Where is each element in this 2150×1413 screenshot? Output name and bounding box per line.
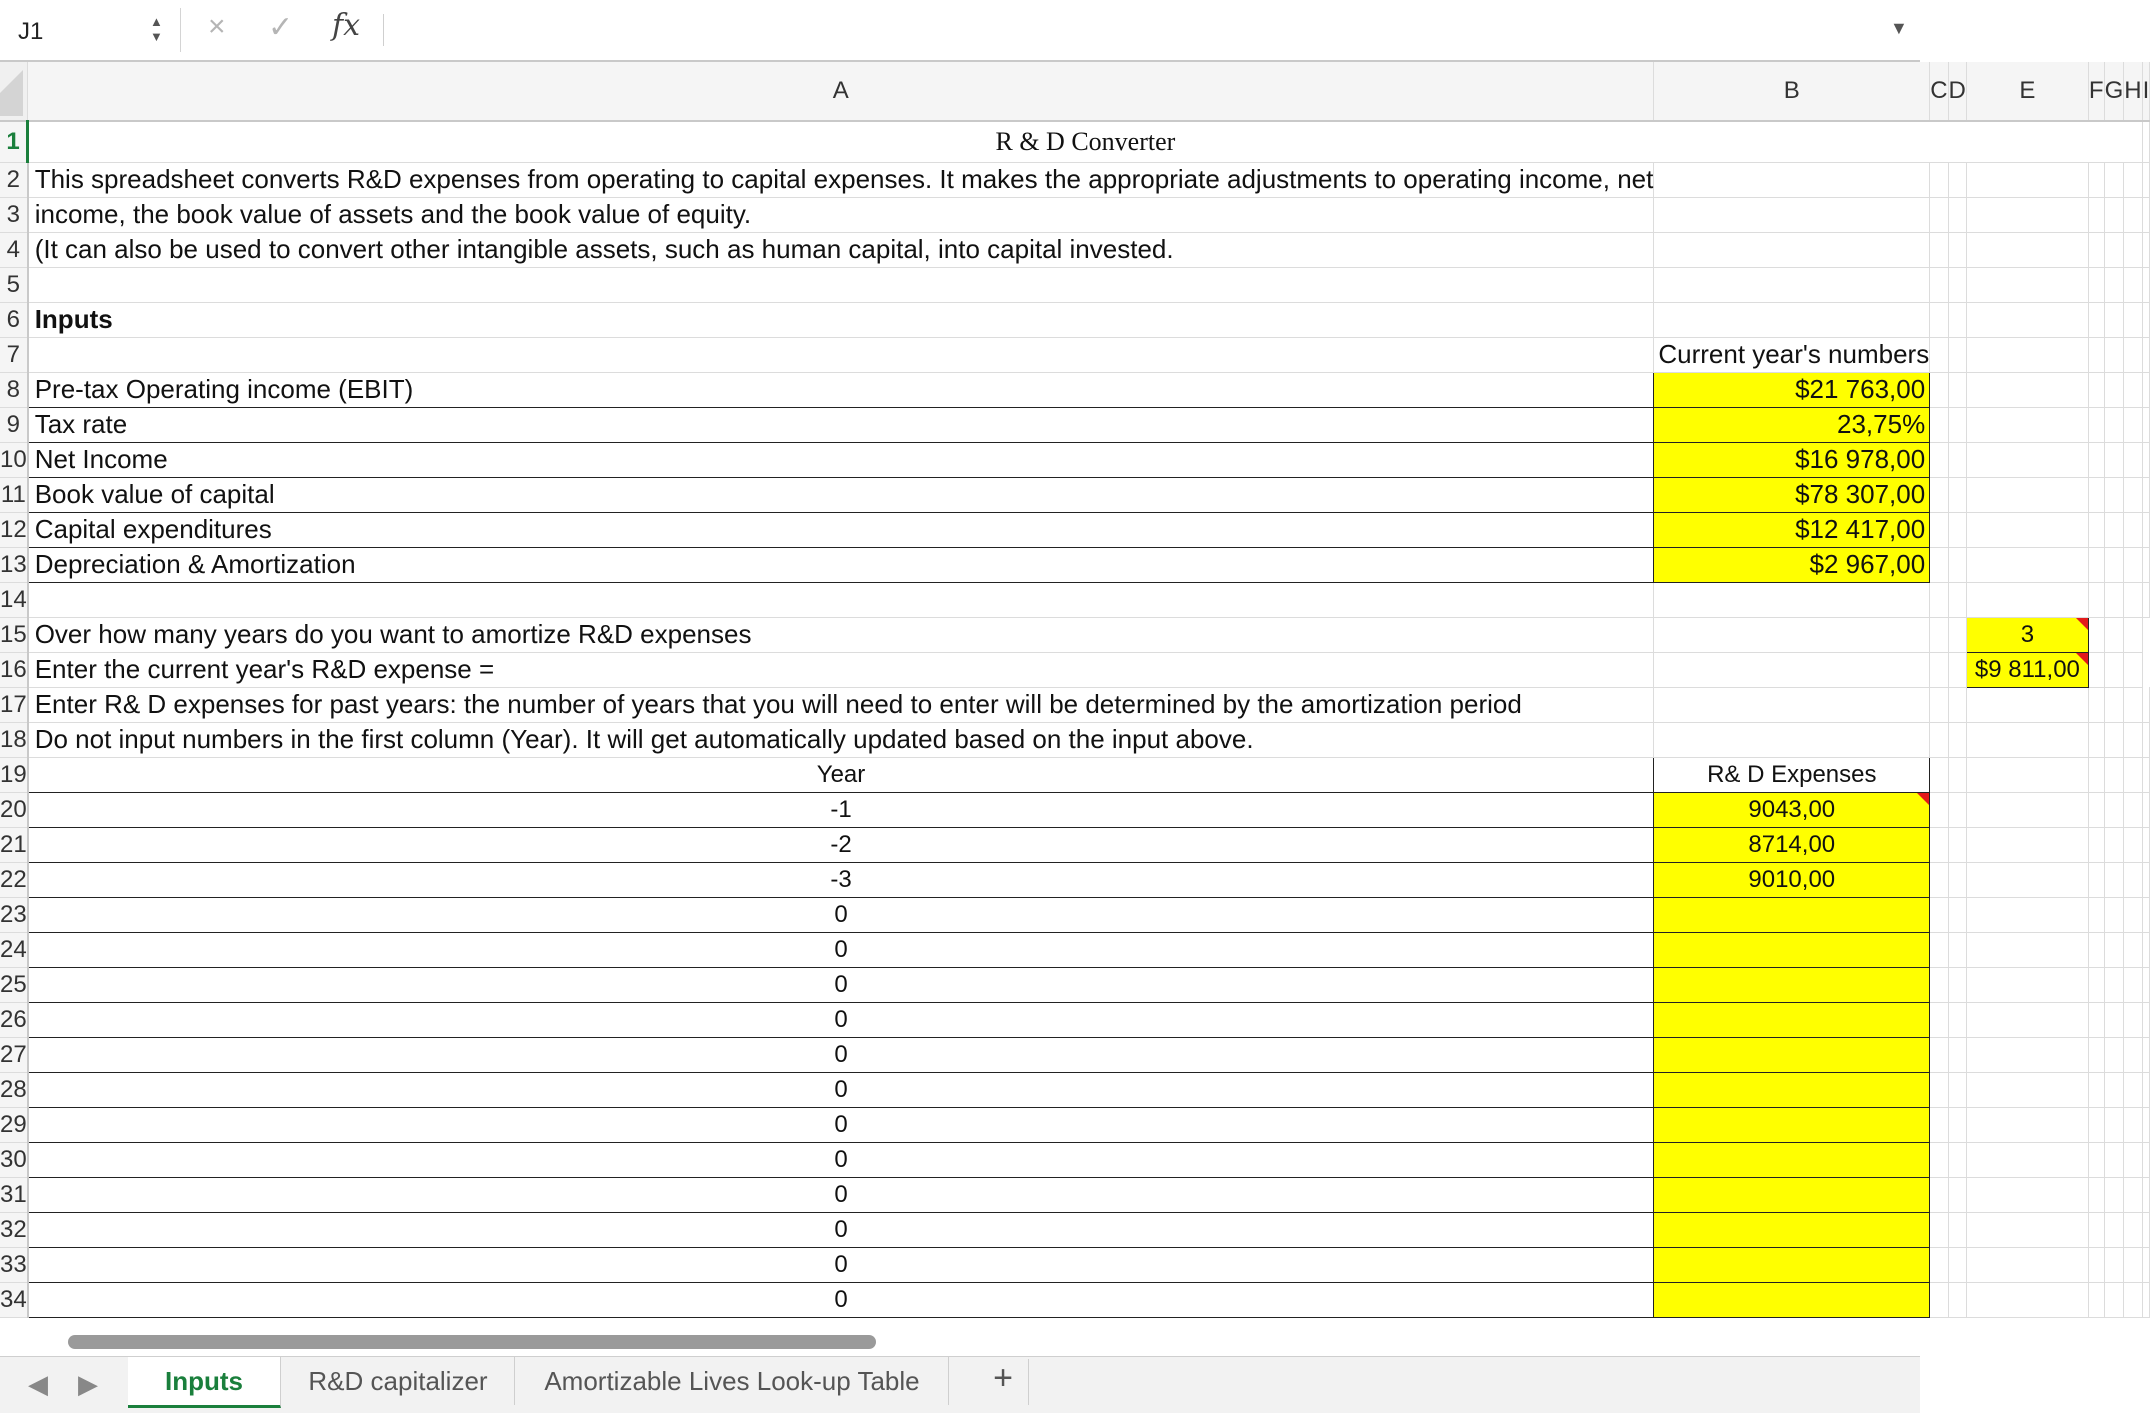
row-header-13[interactable]: 13 — [0, 547, 28, 582]
sheet-row — [0, 121, 2150, 162]
input-label-tax-rate[interactable]: Tax rate — [28, 407, 1654, 442]
sheet-tab-bar — [0, 1356, 1920, 1413]
year-cell[interactable]: 0 — [28, 1002, 1654, 1037]
row-header-10[interactable]: 10 — [0, 442, 28, 477]
sheet-row — [0, 232, 2150, 267]
past-years-instruction: Enter R& D expenses for past years: the number of years that you will need to enter will be determined by the amortization period — [34, 689, 1522, 719]
past-years-instruction-cell[interactable] — [28, 687, 1654, 722]
current-year-header-cell[interactable] — [1654, 337, 1930, 372]
inputs-heading-cell[interactable]: Inputs — [28, 302, 1654, 337]
horizontal-scrollbar[interactable] — [68, 1335, 876, 1349]
year-cell[interactable]: -2 — [28, 827, 1654, 862]
formula-separator — [383, 14, 384, 46]
sheet-row — [0, 337, 2150, 372]
amortize-years-input[interactable]: 3 — [1966, 617, 2088, 652]
current-rd-input[interactable] — [1966, 652, 2088, 687]
sheet-row — [0, 617, 2150, 652]
row-header-29[interactable]: 29 — [0, 1107, 28, 1142]
rd-expenses-header[interactable]: R& D Expenses — [1654, 757, 1930, 792]
row-header-27[interactable]: 27 — [0, 1037, 28, 1072]
row-header-3[interactable]: 3 — [0, 197, 28, 232]
table-row — [0, 932, 2150, 967]
year-cell[interactable]: 0 — [28, 1212, 1654, 1247]
amortize-question: Over how many years do you want to amortize R&D expenses — [34, 619, 752, 649]
row-header-6[interactable]: 6 — [0, 302, 28, 337]
next-sheet-icon[interactable]: ▶ — [78, 1369, 98, 1399]
row-header-12[interactable]: 12 — [0, 512, 28, 547]
row-header-33[interactable]: 33 — [0, 1247, 28, 1282]
current-year-header: Current year's numbers — [1658, 339, 1930, 369]
rd-expense-cell[interactable] — [1654, 1037, 1930, 1072]
intro-text-line1: This spreadsheet converts R&D expenses from operating to capital expenses. It makes the appropriate adjustments to operating income, net — [34, 164, 1654, 194]
rd-expense-cell[interactable]: 9043,00 — [1654, 792, 1930, 827]
sheet-row — [0, 582, 2150, 617]
intro-cell-line2[interactable] — [28, 197, 1654, 232]
formula-expand-icon[interactable]: ▼ — [1890, 18, 1908, 38]
tab-inputs[interactable]: Inputs — [128, 1357, 281, 1408]
input-label-book-value[interactable]: Book value of capital — [28, 477, 1654, 512]
input-label-capex[interactable]: Capital expenditures — [28, 512, 1654, 547]
input-value-book-value[interactable]: $78 307,00 — [1654, 477, 1930, 512]
row-header-1[interactable]: 1 — [0, 121, 28, 162]
name-box-value[interactable]: J1 — [18, 18, 44, 45]
rd-expense-cell[interactable] — [1654, 1282, 1930, 1317]
input-label-ebit[interactable]: Pre-tax Operating income (EBIT) — [28, 372, 1654, 407]
rd-expense-cell[interactable] — [1654, 1072, 1930, 1107]
add-sheet-button[interactable]: + — [978, 1359, 1029, 1405]
input-row — [0, 372, 2150, 407]
current-rd-label: Enter the current year's R&D expense = — [34, 654, 495, 684]
column-header-b[interactable]: B — [1654, 62, 1930, 121]
row-header-21[interactable]: 21 — [0, 827, 28, 862]
formula-bar — [0, 0, 1920, 62]
sheet-row — [0, 302, 2150, 337]
column-header-f[interactable]: F — [2088, 62, 2104, 121]
table-row — [0, 1072, 2150, 1107]
sheet-row — [0, 162, 2150, 197]
amortize-question-cell[interactable] — [28, 617, 1654, 652]
table-row — [0, 1002, 2150, 1037]
row-header-14[interactable]: 14 — [0, 582, 28, 617]
table-row — [0, 967, 2150, 1002]
rd-expense-cell[interactable]: 8714,00 — [1654, 827, 1930, 862]
row-header-24[interactable]: 24 — [0, 932, 28, 967]
column-header-c[interactable]: C — [1930, 62, 1948, 121]
spreadsheet-grid[interactable] — [0, 62, 2150, 1356]
rd-expense-cell[interactable] — [1654, 897, 1930, 932]
row-header-11[interactable]: 11 — [0, 477, 28, 512]
current-rd-value: 9 811,00 — [1988, 655, 2080, 683]
year-cell[interactable]: 0 — [28, 1282, 1654, 1317]
rd-expense-cell[interactable]: 9010,00 — [1654, 862, 1930, 897]
rd-expense-cell[interactable] — [1654, 1212, 1930, 1247]
cancel-icon[interactable]: × — [208, 10, 226, 43]
input-value-tax-rate[interactable]: 23,75% — [1654, 407, 1930, 442]
sheet-row — [0, 652, 2150, 687]
currency-symbol: $ — [1974, 655, 1989, 683]
sheet-row — [0, 687, 2150, 722]
row-header-15[interactable]: 15 — [0, 617, 28, 652]
row-header-18[interactable]: 18 — [0, 722, 28, 757]
intro-text-line2: income, the book value of assets and the book value of equity. — [34, 199, 752, 229]
name-box-stepper-icon[interactable]: ▲ ▼ — [150, 14, 163, 44]
table-row — [0, 827, 2150, 862]
input-row — [0, 547, 2150, 582]
row-header-16[interactable]: 16 — [0, 652, 28, 687]
name-box[interactable] — [0, 8, 181, 52]
year-cell[interactable]: 0 — [28, 1072, 1654, 1107]
tab-rd-capitalizer[interactable]: R&D capitalizer — [282, 1357, 515, 1405]
table-row — [0, 862, 2150, 897]
row-header-28[interactable]: 28 — [0, 1072, 28, 1107]
input-label-net-income[interactable]: Net Income — [28, 442, 1654, 477]
sheet-title-cell[interactable]: R & D Converter — [28, 121, 2142, 162]
intro-cell-line1[interactable] — [28, 162, 1654, 197]
row-header-34[interactable]: 34 — [0, 1282, 28, 1317]
year-cell[interactable]: 0 — [28, 1177, 1654, 1212]
year-cell[interactable]: 0 — [28, 1142, 1654, 1177]
column-header-g[interactable]: G — [2104, 62, 2124, 121]
current-rd-value-wrap — [1967, 656, 2088, 684]
year-cell[interactable]: 0 — [28, 1037, 1654, 1072]
column-header-a[interactable]: A — [28, 62, 1654, 121]
rd-expense-cell[interactable] — [1654, 1002, 1930, 1037]
rd-expense-cell[interactable] — [1654, 1177, 1930, 1212]
table-row — [0, 1107, 2150, 1142]
table-row — [0, 1037, 2150, 1072]
year-cell[interactable]: -3 — [28, 862, 1654, 897]
sheet-row — [0, 722, 2150, 757]
table-row — [0, 1142, 2150, 1177]
row-header-30[interactable]: 30 — [0, 1142, 28, 1177]
table-row — [0, 1247, 2150, 1282]
table-row — [0, 897, 2150, 932]
year-cell[interactable]: 0 — [28, 1247, 1654, 1282]
row-header-26[interactable]: 26 — [0, 1002, 28, 1037]
row-header-2[interactable]: 2 — [0, 162, 28, 197]
table-row — [0, 792, 2150, 827]
select-all-corner[interactable] — [0, 62, 28, 121]
column-header-h[interactable]: H — [2124, 62, 2142, 121]
row-header-20[interactable]: 20 — [0, 792, 28, 827]
column-header-row — [0, 62, 2150, 121]
year-cell[interactable]: -1 — [28, 792, 1654, 827]
intro-cell-line3[interactable] — [28, 232, 1654, 267]
year-cell[interactable]: 0 — [28, 932, 1654, 967]
year-cell[interactable]: 0 — [28, 967, 1654, 1002]
column-header-d[interactable]: D — [1948, 62, 1966, 121]
year-column-note: Do not input numbers in the first column (Year). It will get automatically updated based on the input above. — [34, 724, 1254, 754]
row-header-5[interactable]: 5 — [0, 267, 28, 302]
row-header-4[interactable]: 4 — [0, 232, 28, 267]
input-value-net-income[interactable]: $16 978,00 — [1654, 442, 1930, 477]
confirm-icon[interactable]: ✓ — [268, 11, 294, 44]
current-rd-label-cell[interactable] — [28, 652, 1654, 687]
rd-expense-cell[interactable] — [1654, 1247, 1930, 1282]
row-header-31[interactable]: 31 — [0, 1177, 28, 1212]
tab-amortizable-lives[interactable]: Amortizable Lives Look-up Table — [516, 1357, 949, 1405]
intro-text-line3: (It can also be used to convert other intangible assets, such as human capital, into capital invested. — [34, 234, 1174, 264]
table-row — [0, 1282, 2150, 1317]
row-header-23[interactable]: 23 — [0, 897, 28, 932]
input-value-depreciation[interactable]: $2 967,00 — [1654, 547, 1930, 582]
year-header[interactable]: Year — [28, 757, 1654, 792]
rd-expense-cell[interactable] — [1654, 1142, 1930, 1177]
column-header-i[interactable]: I — [2142, 62, 2150, 121]
row-header-9[interactable]: 9 — [0, 407, 28, 442]
rd-expense-cell[interactable] — [1654, 967, 1930, 1002]
cell[interactable] — [2142, 121, 2150, 162]
table-row — [0, 1212, 2150, 1247]
input-row — [0, 477, 2150, 512]
year-cell[interactable]: 0 — [28, 1107, 1654, 1142]
row-header-8[interactable]: 8 — [0, 372, 28, 407]
sheet-row — [0, 267, 2150, 302]
table-row — [0, 1177, 2150, 1212]
year-note-cell[interactable] — [28, 722, 1654, 757]
rd-expense-cell[interactable] — [1654, 932, 1930, 967]
input-row — [0, 407, 2150, 442]
input-value-capex[interactable]: $12 417,00 — [1654, 512, 1930, 547]
input-row — [0, 442, 2150, 477]
year-cell[interactable]: 0 — [28, 897, 1654, 932]
sheet-row — [0, 757, 2150, 792]
row-header-17[interactable]: 17 — [0, 687, 28, 722]
row-header-32[interactable]: 32 — [0, 1212, 28, 1247]
row-header-19[interactable]: 19 — [0, 757, 28, 792]
column-header-e[interactable]: E — [1966, 62, 2088, 121]
rd-expense-cell[interactable] — [1654, 1107, 1930, 1142]
input-value-ebit[interactable]: $21 763,00 — [1654, 372, 1930, 407]
row-header-22[interactable]: 22 — [0, 862, 28, 897]
input-row — [0, 512, 2150, 547]
input-label-depreciation[interactable]: Depreciation & Amortization — [28, 547, 1654, 582]
formula-input[interactable] — [395, 12, 1879, 48]
row-header-7[interactable]: 7 — [0, 337, 28, 372]
prev-sheet-icon[interactable]: ◀ — [28, 1369, 48, 1399]
sheet-row — [0, 197, 2150, 232]
insert-function-icon[interactable]: fx — [332, 8, 361, 43]
row-header-25[interactable]: 25 — [0, 967, 28, 1002]
